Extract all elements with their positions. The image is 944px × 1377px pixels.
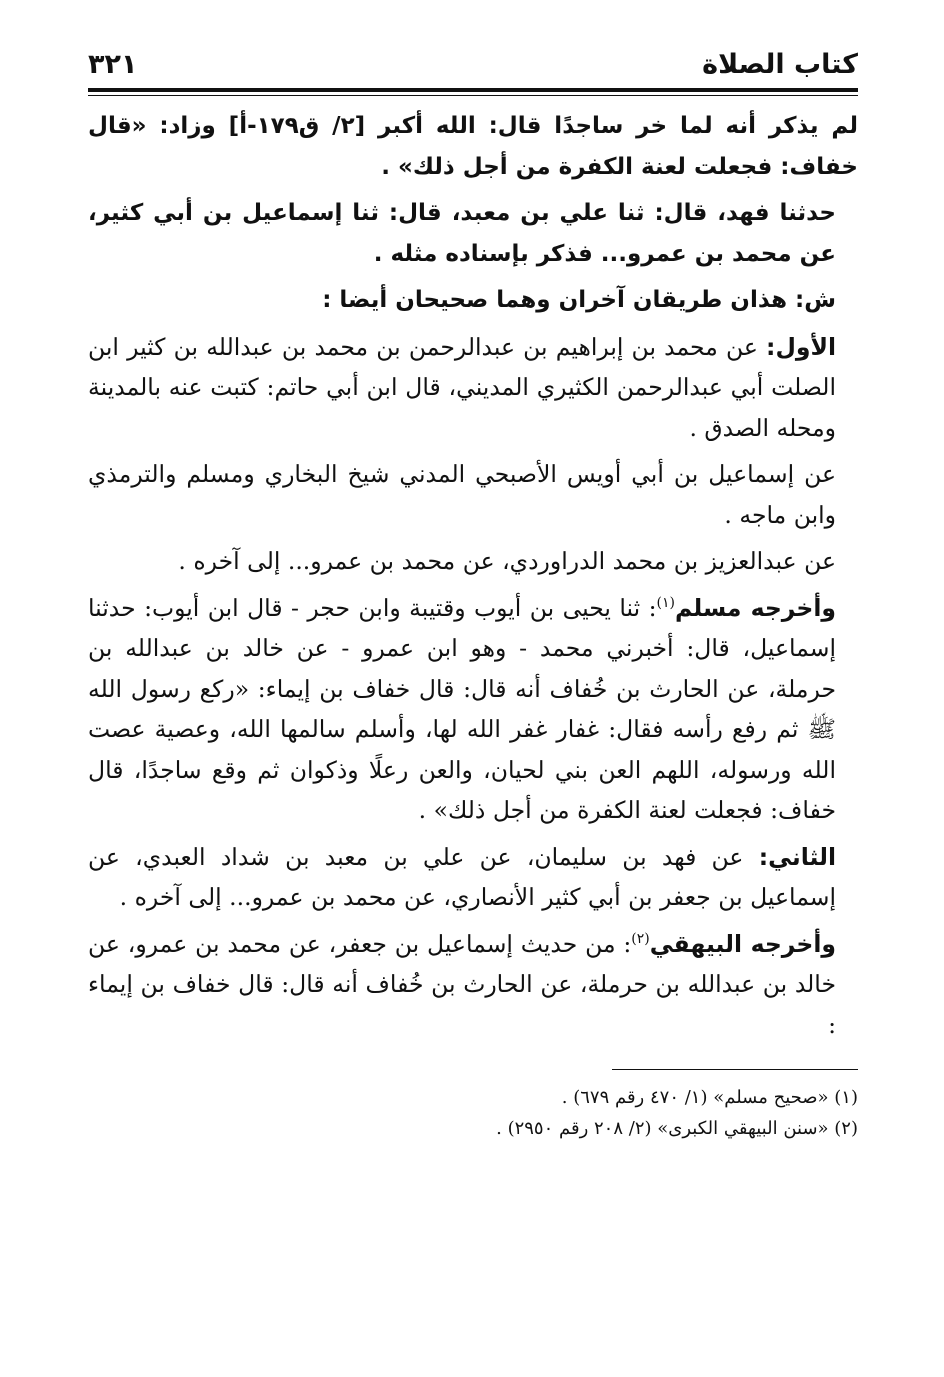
paragraph-9 bbox=[88, 924, 858, 1046]
page-number: ٣٢١ bbox=[88, 49, 138, 80]
paragraph-8 bbox=[88, 837, 858, 918]
header-rule-thick bbox=[88, 88, 858, 92]
paragraph-4 bbox=[88, 327, 858, 449]
paragraph-2 bbox=[88, 193, 858, 274]
running-title: كتاب الصلاة bbox=[702, 49, 858, 80]
paragraph-text: عن عبدالعزيز بن محمد الدراوردي، عن محمد بن عمرو... إلى آخره . bbox=[178, 547, 836, 575]
paragraph-text: عن محمد بن إبراهيم بن عبدالرحمن بن محمد بن عبدالله بن كثير ابن الصلت أبي عبدالرحمن الكثيري المديني، قال ابن أبي حاتم: كتبت عنه بالمدينة ومحله الصدق . bbox=[88, 332, 836, 442]
paragraph-1 bbox=[88, 106, 858, 187]
book-page bbox=[88, 34, 858, 1144]
paragraph-text: : من حديث إسماعيل بن جعفر، عن محمد بن عمرو، عن خالد بن عبدالله بن حرملة، عن الحارث بن خُفاف أنه قال: قال خفاف بن إيماء : bbox=[88, 929, 836, 1039]
paragraph-6 bbox=[88, 541, 858, 582]
paragraph-lead: وأخرجه مسلم bbox=[674, 593, 836, 622]
footnote-ref: (٢) bbox=[631, 930, 650, 947]
paragraph-text: : ثنا يحيى بن أيوب وقتيبة وابن حجر - قال ابن أيوب: حدثنا إسماعيل، قال: أخبرني محمد - وهو ابن عمرو - عن خالد بن عبدالله بن حرملة، عن الحارث بن خُفاف أنه قال: قال خفاف بن إيماء: «ركع رسول الله ﷺ ثم رفع رأسه فقال: غفار غفر الله لها، وأسلم سالمها الله، وعصية عصت الله ورسوله، اللهم العن بني لحيان، والعن رعلًا وذكوان ثم وقع ساجدًا، قال خفاف: فجعلت لعنة الكفرة من أجل ذلك» . bbox=[88, 593, 836, 824]
paragraph-text: عن فهد بن سليمان، عن علي بن معبد بن شداد العبدي، عن إسماعيل بن جعفر بن أبي كثير الأنصاري، عن محمد بن عمرو... إلى آخره . bbox=[88, 842, 836, 911]
paragraph-7 bbox=[88, 588, 858, 831]
header-rule-thin bbox=[88, 95, 858, 96]
paragraph-3 bbox=[88, 280, 858, 321]
footnotes bbox=[88, 1082, 858, 1144]
paragraph-text: لم يذكر أنه لما خر ساجدًا قال: الله أكبر [٢/ ق١٧٩-أ] وزاد: «قال خفاف: فجعلت لعنة الكفرة من أجل ذلك» . bbox=[88, 113, 858, 180]
page-header bbox=[88, 34, 858, 80]
footnote-2: (٢) «سنن البيهقي الكبرى» (٢/ ٢٠٨ رقم ٢٩٥٠) . bbox=[496, 1118, 858, 1139]
paragraph-text: حدثنا فهد، قال: ثنا علي بن معبد، قال: ثنا إسماعيل بن أبي كثير، عن محمد بن عمرو... فذكر بإسناده مثله . bbox=[88, 200, 836, 267]
footnote-ref: (١) bbox=[656, 594, 675, 611]
footnote-separator bbox=[612, 1069, 858, 1070]
paragraph-lead: وأخرجه البيهقي bbox=[649, 929, 836, 958]
paragraph-text: عن إسماعيل بن أبي أويس الأصبحي المدني شيخ البخاري ومسلم والترمذي وابن ماجه . bbox=[88, 460, 836, 529]
body-text bbox=[88, 106, 858, 1045]
paragraph-lead: الثاني: bbox=[758, 842, 836, 871]
paragraph-5 bbox=[88, 454, 858, 535]
paragraph-lead: الأول: bbox=[766, 332, 836, 361]
paragraph-text: ش: هذان طريقان آخران وهما صحيحان أيضا : bbox=[322, 287, 836, 313]
footnote-1: (١) «صحيح مسلم» (١/ ٤٧٠ رقم ٦٧٩) . bbox=[561, 1087, 858, 1108]
